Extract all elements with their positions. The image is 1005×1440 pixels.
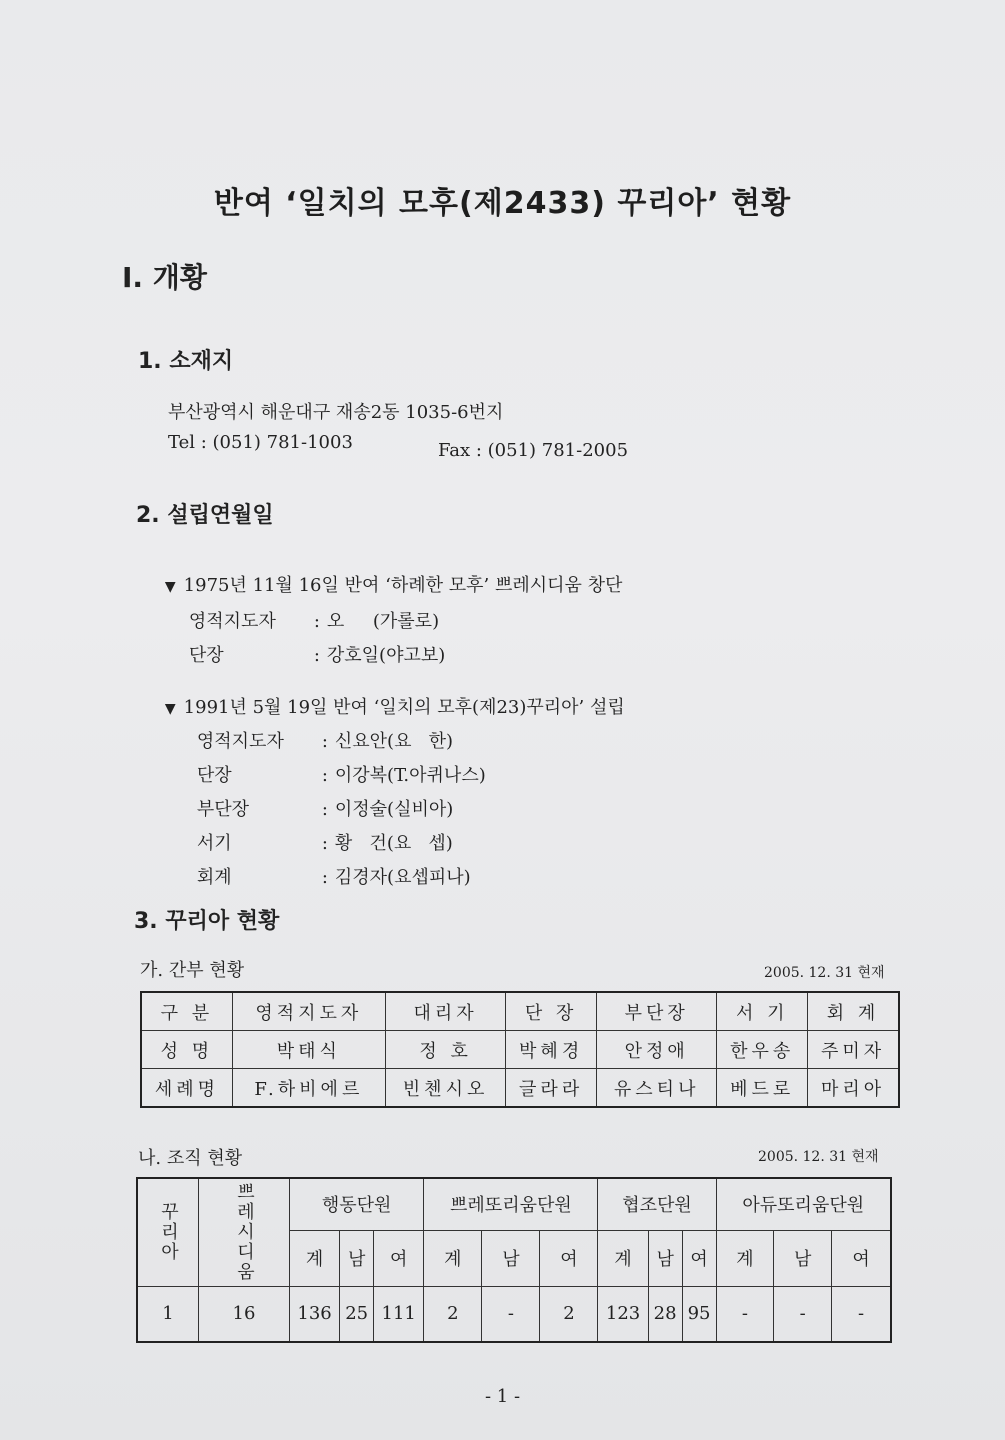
table-row	[141, 1069, 899, 1108]
table-cell: 95	[682, 1286, 716, 1342]
founding-event-1-text: 1975년 11월 16일 반여 ‘하례한 모후’ 쁘레시디움 창단	[183, 575, 623, 596]
table-cell: 세례명	[141, 1069, 232, 1108]
table-row	[137, 1178, 891, 1230]
table-header-cell: 쁘레시디움	[199, 1178, 290, 1286]
table-cell: 성 명	[141, 1031, 232, 1069]
table-cell: -	[716, 1286, 774, 1342]
colon: :	[313, 645, 320, 666]
table-header-cell: 협조단원	[598, 1178, 716, 1230]
organization-label: 나. 조직 현황	[138, 1148, 243, 1169]
table-header-cell: 남	[648, 1230, 682, 1286]
table-cell: 16	[199, 1286, 290, 1342]
table-cell: 123	[598, 1286, 648, 1342]
table-cell: 1	[137, 1286, 199, 1342]
section-heading-overview: Ⅰ. 개황	[122, 261, 207, 294]
table-cell: -	[774, 1286, 832, 1342]
officers-table	[140, 991, 900, 1108]
table-cell: 대리자	[385, 992, 505, 1031]
role-key: 단장	[188, 645, 224, 666]
table-cell: 정 호	[385, 1031, 505, 1069]
founding-event-2-text: 1991년 5월 19일 반여 ‘일치의 모후(제23)꾸리아’ 설립	[183, 697, 625, 718]
table-cell: F.하비에르	[232, 1069, 385, 1108]
table-header-cell: 꾸리아	[137, 1178, 199, 1286]
address-text: 부산광역시 해운대구 재송2동 1035-6번지	[168, 402, 504, 423]
table-cell: 박혜경	[506, 1031, 597, 1069]
role-key: 회계	[196, 867, 232, 888]
table-cell: 부단장	[596, 992, 716, 1031]
table-header-cell: 남	[774, 1230, 832, 1286]
colon: :	[321, 799, 328, 820]
organization-table	[136, 1177, 892, 1343]
officers-label: 가. 간부 현황	[140, 960, 245, 981]
location-heading: 1. 소재지	[138, 349, 234, 374]
table-cell: 베드로	[717, 1069, 808, 1108]
role-value: 신요안(요 한)	[334, 731, 454, 752]
curia-heading: 3. 꾸리아 현황	[134, 909, 280, 934]
table-header-cell: 남	[482, 1230, 540, 1286]
table-cell: 박태식	[232, 1031, 385, 1069]
table-cell: 111	[374, 1286, 424, 1342]
document-title: 반여 ‘일치의 모후(제2433) 꾸리아’ 현황	[213, 186, 792, 221]
table-cell: -	[482, 1286, 540, 1342]
role-key: 영적지도자	[196, 731, 284, 752]
table-cell: 한우송	[717, 1031, 808, 1069]
role-value: 김경자(요셉피나)	[334, 867, 471, 888]
page-number: - 1 -	[484, 1386, 521, 1407]
role-value: 황 건(요 셉)	[334, 833, 453, 854]
table-cell: 25	[340, 1286, 374, 1342]
table-header-cell: 계	[290, 1230, 340, 1286]
triangle-down-icon: ▼	[164, 701, 176, 717]
table-cell: 회 계	[808, 992, 899, 1031]
table-cell: 28	[648, 1286, 682, 1342]
table-header-cell: 남	[340, 1230, 374, 1286]
table-header-cell: 아듀또리움단원	[716, 1178, 891, 1230]
table-header-cell: 계	[424, 1230, 482, 1286]
fax-text: Fax : (051) 781-2005	[438, 440, 629, 461]
table-cell: 136	[290, 1286, 340, 1342]
table-header-cell: 여	[682, 1230, 716, 1286]
colon: :	[313, 611, 320, 632]
colon: :	[321, 833, 328, 854]
table-header-cell: 계	[598, 1230, 648, 1286]
tel-text: Tel : (051) 781-1003	[168, 432, 353, 453]
colon: :	[321, 867, 328, 888]
table-cell: 주미자	[808, 1031, 899, 1069]
role-value: 강호일(야고보)	[326, 645, 446, 666]
table-cell: 안정애	[596, 1031, 716, 1069]
table-cell: 2	[424, 1286, 482, 1342]
founding-heading: 2. 설립연월일	[136, 503, 274, 528]
table-header-cell: 여	[374, 1230, 424, 1286]
role-value: 이강복(T.아퀴나스)	[334, 765, 486, 786]
table-row	[141, 992, 899, 1031]
table-row	[137, 1286, 891, 1342]
table-cell: 글라라	[506, 1069, 597, 1108]
table-header-cell: 계	[716, 1230, 774, 1286]
table-header-cell: 행동단원	[290, 1178, 424, 1230]
table-cell: 빈첸시오	[385, 1069, 505, 1108]
colon: :	[321, 765, 328, 786]
table-cell: -	[832, 1286, 891, 1342]
table-cell: 영적지도자	[232, 992, 385, 1031]
role-key: 영적지도자	[188, 611, 276, 632]
table-cell: 단 장	[506, 992, 597, 1031]
role-key: 서기	[196, 833, 232, 854]
colon: :	[321, 731, 328, 752]
role-key: 부단장	[196, 799, 250, 820]
role-value: 오 (가롤로)	[326, 611, 440, 632]
table-cell: 2	[540, 1286, 598, 1342]
table-header-cell: 여	[832, 1230, 891, 1286]
triangle-down-icon: ▼	[164, 579, 176, 595]
table-row	[141, 1031, 899, 1069]
table-cell: 서 기	[717, 992, 808, 1031]
role-key: 단장	[196, 765, 232, 786]
role-row	[174, 842, 471, 910]
table-cell: 마리아	[808, 1069, 899, 1108]
table-cell: 유스티나	[596, 1069, 716, 1108]
table-cell: 구 분	[141, 992, 232, 1031]
organization-date: 2005. 12. 31 현재	[758, 1149, 879, 1165]
role-value: 이정술(실비아)	[334, 799, 454, 820]
officers-date: 2005. 12. 31 현재	[764, 965, 885, 981]
table-header-cell: 쁘레또리움단원	[424, 1178, 598, 1230]
table-header-cell: 여	[540, 1230, 598, 1286]
